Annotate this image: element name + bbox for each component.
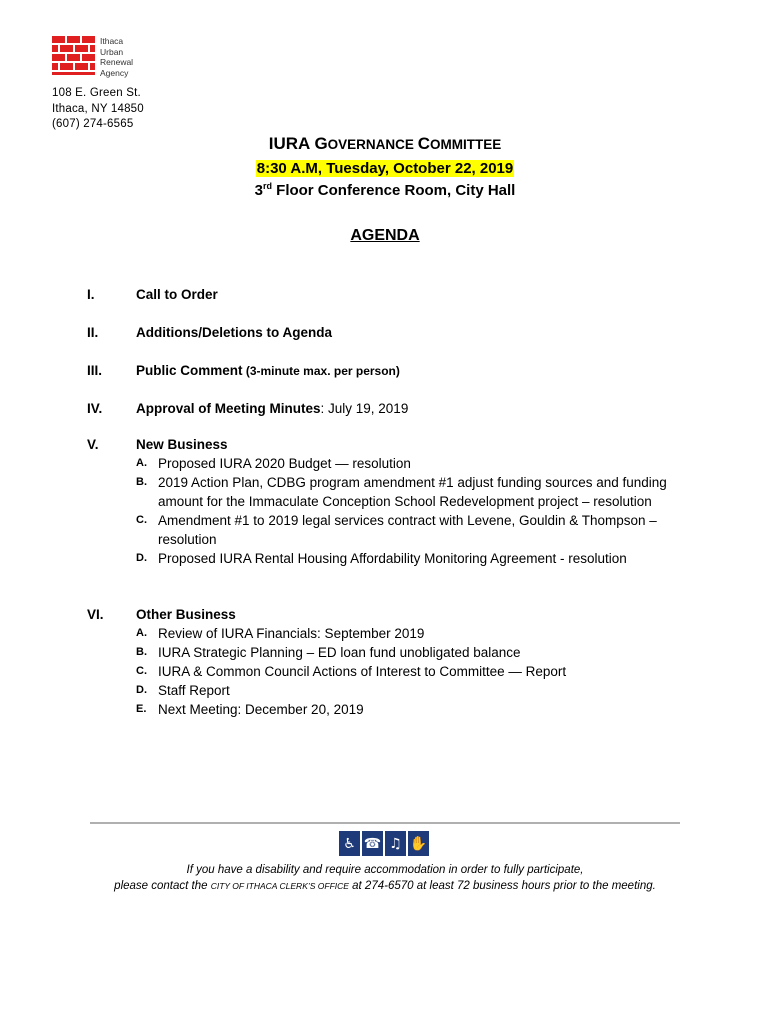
meeting-datetime <box>0 160 770 177</box>
sub-item-letter: B. <box>136 646 147 658</box>
sub-item-text: Proposed IURA 2020 Budget — resolution <box>158 456 411 471</box>
logo-line: Ithaca <box>100 36 124 46</box>
clerk-office-name: CITY OF ITHACA CLERK’S OFFICE <box>210 881 349 891</box>
sub-item <box>136 681 696 700</box>
sub-item <box>136 454 696 473</box>
sub-item-letter: C. <box>136 665 147 677</box>
footer-divider <box>90 822 680 824</box>
title-part: G <box>314 134 328 153</box>
street-address: 108 E. Green St. <box>52 87 141 99</box>
title-part: OMMITTEE <box>429 137 502 152</box>
item-label: Public Comment <box>136 363 243 378</box>
sub-item-text: 2019 Action Plan, CDBG program amendment #1 adjust funding sources and funding amount for the Immaculate Conception School Redevelopment project – resolution <box>158 475 667 509</box>
sub-item <box>136 643 696 662</box>
sub-item-letter: A. <box>136 627 147 639</box>
phone-number: (607) 274-6565 <box>52 118 134 130</box>
sub-item-letter: D. <box>136 552 147 564</box>
logo-line: Agency <box>100 67 129 78</box>
sub-item <box>136 624 696 643</box>
logo-line: Urban <box>100 46 124 57</box>
room-floor-suffix: rd <box>262 181 272 191</box>
notice-line-1: If you have a disability and require accommodation in order to fully participate, <box>186 864 584 876</box>
tty-icon: ☎ <box>362 831 383 856</box>
item-number: IV. <box>87 401 103 416</box>
highlighted-datetime: 8:30 A.M, Tuesday, October 22, 2019 <box>256 160 514 177</box>
notice-text: please contact the <box>114 880 211 892</box>
agenda-heading: AGENDA <box>350 227 420 244</box>
accessibility-icons <box>339 831 429 856</box>
sub-item-letter: C. <box>136 514 147 526</box>
item-number: I. <box>87 287 95 302</box>
sub-item-text: Proposed IURA Rental Housing Affordability Monitoring Agreement - resolution <box>158 551 627 566</box>
accommodation-notice <box>0 862 770 894</box>
sub-item-letter: A. <box>136 457 147 469</box>
address-block <box>52 86 144 133</box>
room-floor: 3 <box>254 182 263 199</box>
sub-item <box>136 700 696 719</box>
item-note: (3-minute max. per person) <box>242 364 400 378</box>
item-number: III. <box>87 363 103 378</box>
sub-item-letter: D. <box>136 684 147 696</box>
hearing-assistance-icon: ♫ <box>385 831 406 856</box>
room-name: Floor Conference Room, City Hall <box>271 182 516 199</box>
sub-item <box>136 662 696 681</box>
iura-logo <box>52 36 172 80</box>
title-part: C <box>417 134 430 153</box>
sub-item <box>136 511 696 549</box>
sub-item-text: Next Meeting: December 20, 2019 <box>158 702 364 717</box>
logo-line: Renewal <box>100 57 134 67</box>
title-part: OVERNANCE <box>327 137 418 152</box>
sub-item-letter: B. <box>136 476 147 488</box>
sub-item <box>136 549 696 568</box>
sub-item-text: Review of IURA Financials: September 2019 <box>158 626 425 641</box>
sub-item-text: Staff Report <box>158 683 230 698</box>
item-label: Other Business <box>136 607 236 622</box>
title-part: IURA <box>268 134 315 153</box>
item-label: Call to Order <box>136 287 218 302</box>
wheelchair-icon: ♿ <box>339 831 360 856</box>
city-state-zip: Ithaca, NY 14850 <box>52 102 144 115</box>
sub-item-text: IURA Strategic Planning – ED loan fund unobligated balance <box>158 645 521 660</box>
logo-brick-grid <box>52 36 96 76</box>
sub-item-letter: E. <box>136 703 147 715</box>
sub-item-text: IURA & Common Council Actions of Interest to Committee — Report <box>158 664 567 679</box>
notice-text: at 274-6570 at least 72 business hours prior to the meeting. <box>348 880 656 892</box>
logo-text <box>100 36 133 78</box>
sub-item <box>136 473 696 511</box>
item-label: Additions/Deletions to Agenda <box>136 325 333 340</box>
item-label: Approval of Meeting Minutes <box>136 401 321 416</box>
item-number: VI. <box>87 607 104 622</box>
item-suffix: : July 19, 2019 <box>320 401 409 416</box>
item-number: V. <box>87 437 99 452</box>
committee-title <box>0 134 770 154</box>
notice-line-2 <box>0 878 770 894</box>
sign-language-icon: ✋ <box>408 831 429 856</box>
item-number: II. <box>87 325 99 340</box>
sub-item-text: Amendment #1 to 2019 legal services contract with Levene, Gouldin & Thompson – resolution <box>158 513 657 547</box>
meeting-location <box>0 181 770 199</box>
item-label: New Business <box>136 437 228 452</box>
